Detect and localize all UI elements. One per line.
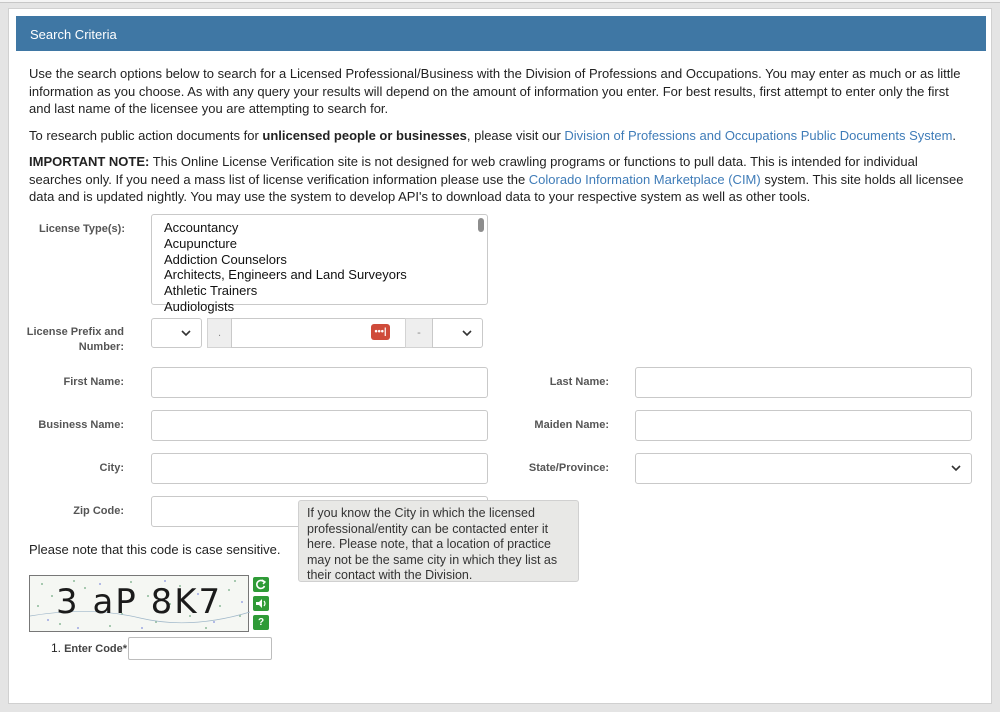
p2-text-post: . <box>952 128 957 143</box>
refresh-icon[interactable] <box>253 577 269 592</box>
p3-text-b: system. This site holds all licensee data and is updated nightly. You may use the system to develop API's to download data to your respective system as well as other tools. <box>29 171 964 204</box>
top-border <box>0 0 1000 3</box>
public-documents-paragraph <box>29 127 974 145</box>
important-note-label: IMPORTANT NOTE: <box>29 154 150 169</box>
captcha-text: 3 aP 8K7 <box>56 582 223 622</box>
license-prefix-label-line1: License Prefix and <box>26 326 124 338</box>
enter-code-text: Enter Code* <box>64 643 128 655</box>
p2-bold-text: unlicensed people or businesses <box>262 128 467 143</box>
p2-text-pre: To research public action documents for <box>29 128 263 143</box>
enter-code-input[interactable] <box>128 637 272 660</box>
license-prefix-label <box>19 325 124 355</box>
maiden-name-input[interactable] <box>635 410 972 441</box>
intro-paragraph: Use the search options below to search for a Licensed Professional/Business with the Division of Professions and Occupations. You may enter as much or as little information as you choose. As with any query your results will depend on the amount of information you enter. For best results, first attempt to enter only the first and last name of the licensee you are attempting to search for. <box>29 66 961 116</box>
business-name-input[interactable] <box>151 410 488 441</box>
first-name-label: First Name: <box>63 376 124 388</box>
license-type-option[interactable]: Architects, Engineers and Land Surveyors <box>164 267 407 283</box>
search-criteria-panel <box>8 8 992 704</box>
license-type-label: License Type(s): <box>39 223 125 235</box>
license-type-options <box>152 215 487 315</box>
city-input[interactable] <box>151 453 488 484</box>
license-prefix-select[interactable] <box>151 318 202 348</box>
dash-addon: - <box>405 318 433 348</box>
p3-text-a: This Online License Verification site is not designed for web crawling programs or functions to pull data. This is intended for individual searches only. If you need a mass list of license verification information please use the <box>29 154 918 187</box>
last-name-input[interactable] <box>635 367 972 398</box>
cim-link[interactable]: Colorado Information Marketplace (CIM) <box>528 171 761 187</box>
speaker-icon[interactable] <box>253 596 269 611</box>
license-type-option[interactable]: Accountancy <box>164 220 239 235</box>
first-name-input[interactable] <box>151 367 488 398</box>
license-type-option[interactable]: Acupuncture <box>164 235 237 251</box>
license-suffix-select[interactable] <box>432 318 483 348</box>
city-label: City: <box>99 462 124 474</box>
public-documents-link[interactable]: Division of Professions and Occupations Public Documents System <box>564 128 953 143</box>
p2-text-mid: , please visit our <box>466 128 565 143</box>
state-label: State/Province: <box>528 462 609 474</box>
maiden-name-label: Maiden Name: <box>534 419 609 431</box>
zip-code-label: Zip Code: <box>73 505 124 517</box>
state-select[interactable] <box>635 453 972 484</box>
important-note-paragraph <box>29 153 974 206</box>
chevron-down-icon <box>461 327 473 339</box>
enter-code-label <box>51 641 127 655</box>
license-prefix-label-line2: Number: <box>78 341 124 353</box>
panel-header: Search Criteria <box>16 16 986 51</box>
captcha-image <box>29 575 249 632</box>
license-type-listbox[interactable] <box>151 214 488 314</box>
listbox-scrollbar[interactable] <box>478 218 484 232</box>
license-type-option[interactable]: Athletic Trainers <box>164 283 258 299</box>
business-name-label: Business Name: <box>38 419 124 431</box>
case-sensitive-note: Please note that this code is case sensitive. <box>29 542 281 557</box>
dot-addon: . <box>207 318 232 348</box>
step-number: 1. <box>51 641 62 655</box>
license-type-option[interactable]: Audiologists <box>164 298 235 314</box>
chevron-down-icon <box>950 462 962 474</box>
help-icon[interactable]: ? <box>253 615 269 630</box>
chevron-down-icon <box>180 327 192 339</box>
city-tooltip: If you know the City in which the licensed professional/entity can be contacted enter it here. Please note, that a location of practice may not be the same city in which they list as their contact with the Division. <box>298 500 579 582</box>
license-type-option[interactable]: Addiction Counselors <box>164 251 287 267</box>
last-name-label: Last Name: <box>549 376 609 388</box>
password-manager-icon[interactable]: •••| <box>371 324 390 340</box>
